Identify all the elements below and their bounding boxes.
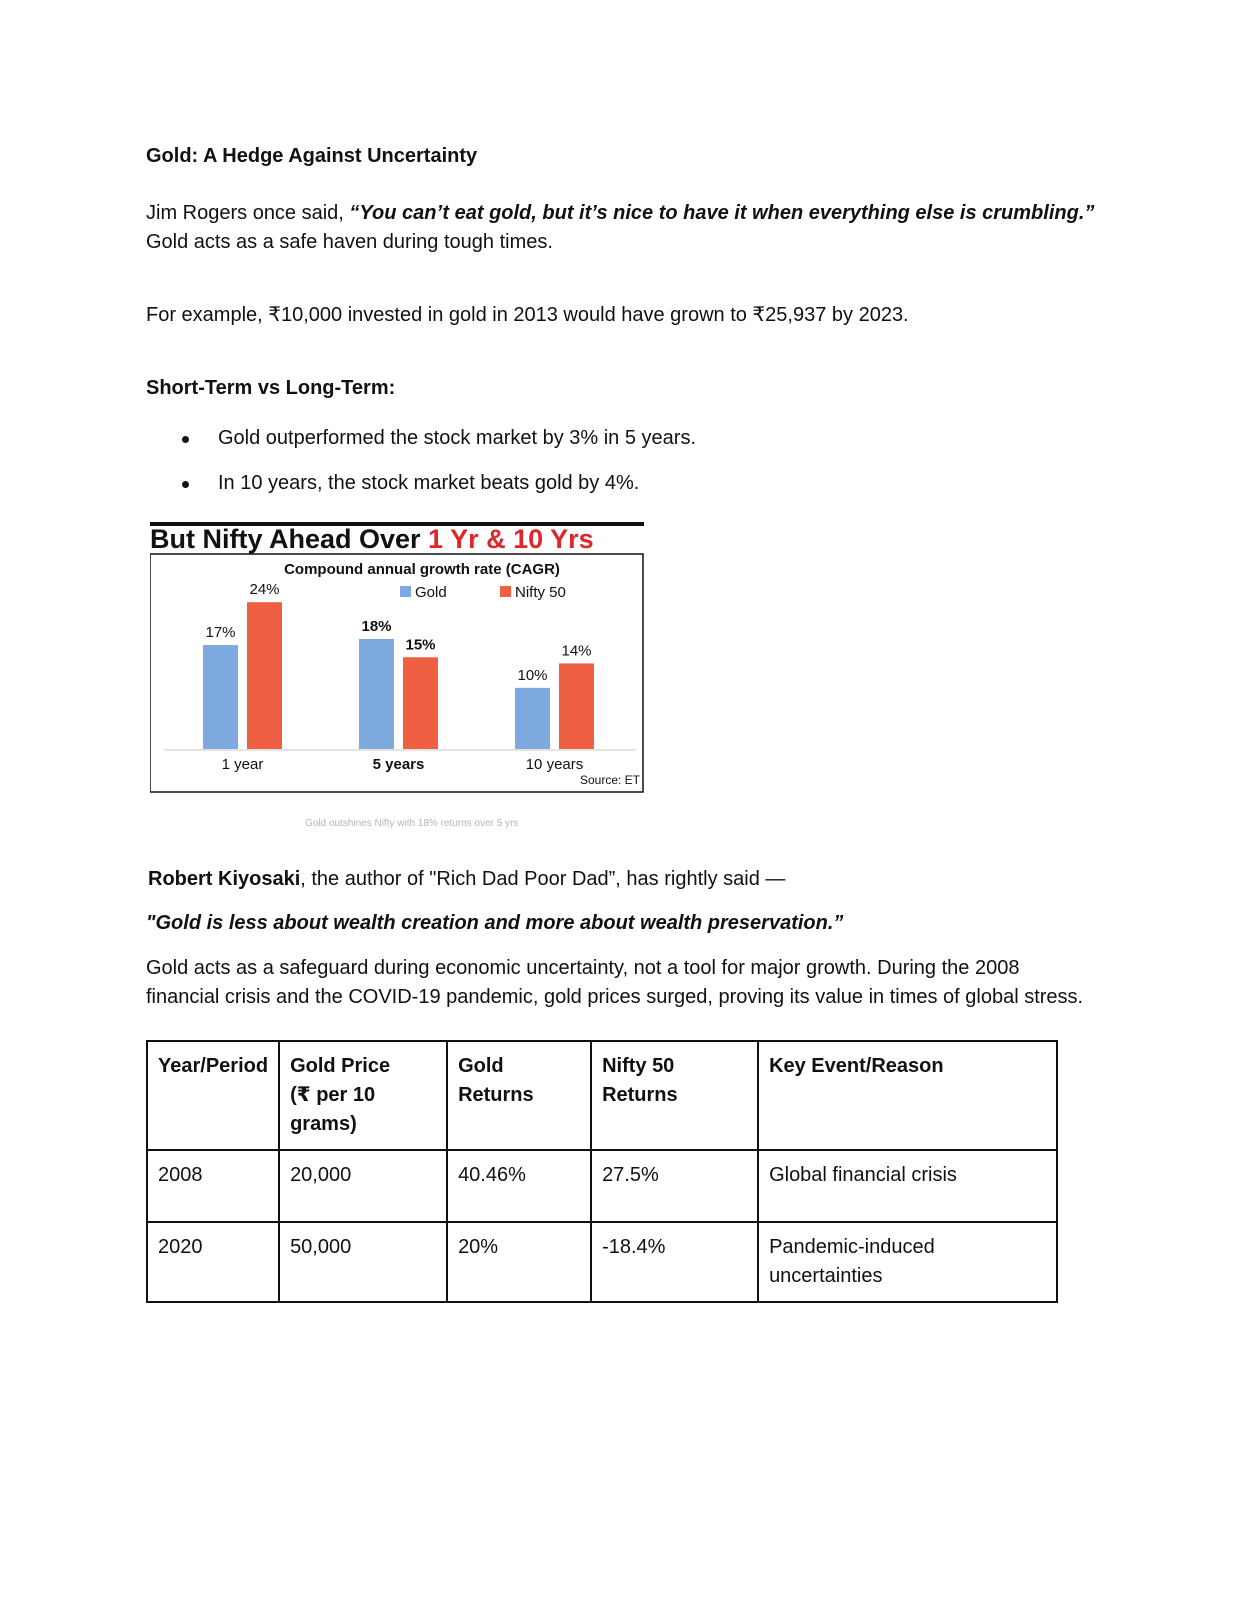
cell-year: 2020	[147, 1222, 279, 1302]
legend-label-nifty: Nifty 50	[515, 584, 566, 601]
data-label-gold-0: 17%	[205, 624, 236, 642]
cagr-chart	[150, 522, 650, 812]
kiyosaki-name: Robert Kiyosaki	[148, 868, 301, 890]
bar-nifty-1	[403, 657, 438, 749]
intro-line-1	[146, 199, 1094, 228]
bullet-text: Gold outperformed the stock market by 3% in 5 years.	[218, 427, 696, 449]
cell-gold-price: 20,000	[279, 1150, 447, 1222]
data-label-nifty-1: 15%	[405, 636, 436, 654]
bullet-list	[146, 424, 696, 514]
gold-returns-table	[146, 1040, 1058, 1303]
bar-nifty-2	[559, 663, 594, 749]
category-label-0: 1 year	[221, 756, 264, 773]
data-label-nifty-0: 24%	[249, 581, 280, 599]
jim-rogers-quote: “You can’t eat gold, but it’s nice to have it when everything else is crumbling.”	[349, 202, 1095, 224]
paragraph-line-2: financial crisis and the COVID-19 pandemic, gold prices surged, proving its value in times of global stress.	[146, 986, 1084, 1008]
header-gold-price-line2: (₹ per 10 grams)	[290, 1084, 376, 1135]
header-key-event: Key Event/Reason	[758, 1041, 1057, 1150]
table-row	[147, 1222, 1057, 1302]
header-gold-price-line1: Gold Price	[290, 1055, 391, 1077]
bar-gold-2	[515, 688, 550, 749]
data-label-gold-2: 10%	[517, 666, 548, 684]
list-item	[146, 424, 696, 469]
chart-headline	[150, 524, 594, 554]
table-header-row	[147, 1041, 1057, 1150]
bullet-icon	[182, 481, 189, 488]
header-year-period: Year/Period	[147, 1041, 279, 1150]
example-sentence: For example, ₹10,000 invested in gold in 2013 would have grown to ₹25,937 by 2023.	[146, 304, 909, 326]
document-title: Gold: A Hedge Against Uncertainty	[146, 145, 478, 167]
cell-nifty-returns: -18.4%	[591, 1222, 758, 1302]
bullet-text: In 10 years, the stock market beats gold by 4%.	[218, 472, 640, 494]
cell-key-event: Global financial crisis	[758, 1150, 1057, 1222]
bar-gold-1	[359, 639, 394, 749]
category-label-1: 5 years	[372, 756, 425, 773]
cell-year: 2008	[147, 1150, 279, 1222]
data-label-gold-1: 18%	[361, 617, 392, 635]
section-heading: Short-Term vs Long-Term:	[146, 377, 396, 399]
table-row	[147, 1150, 1057, 1222]
cell-nifty-returns: 27.5%	[591, 1150, 758, 1222]
intro-prefix: Jim Rogers once said,	[146, 202, 350, 224]
image-caption: Gold outshines Nifty with 18% returns over 5 yrs	[305, 818, 519, 829]
chart-headline-red: 1 Yr & 10 Yrs	[428, 524, 594, 554]
cell-gold-returns: 20%	[447, 1222, 591, 1302]
cell-gold-price: 50,000	[279, 1222, 447, 1302]
header-gold-returns: Gold Returns	[447, 1041, 591, 1150]
kiyosaki-rest: , the author of "Rich Dad Poor Dad”, has rightly said —	[300, 868, 786, 890]
cagr-chart-svg	[150, 522, 650, 812]
legend-swatch-nifty	[500, 586, 511, 597]
chart-title: Compound annual growth rate (CAGR)	[284, 561, 560, 578]
chart-source: Source: ET	[579, 773, 640, 787]
list-item	[146, 469, 696, 514]
category-label-2: 10 years	[525, 756, 584, 773]
chart-headline-black: But Nifty Ahead Over	[150, 524, 429, 554]
bar-gold-0	[203, 645, 238, 749]
cell-key-event: Pandemic-induced uncertainties	[758, 1222, 1057, 1302]
cell-gold-returns: 40.46%	[447, 1150, 591, 1222]
legend-label-gold: Gold	[415, 584, 447, 601]
data-label-nifty-2: 14%	[561, 642, 592, 660]
legend-swatch-gold	[400, 586, 411, 597]
kiyosaki-quote: "Gold is less about wealth creation and more about wealth preservation.”	[146, 912, 844, 934]
header-gold-price	[279, 1041, 447, 1150]
intro-line-2: Gold acts as a safe haven during tough times.	[146, 231, 553, 253]
header-nifty-returns: Nifty 50 Returns	[591, 1041, 758, 1150]
bullet-icon	[182, 436, 189, 443]
bar-nifty-0	[247, 602, 282, 749]
paragraph-line-1: Gold acts as a safeguard during economic uncertainty, not a tool for major growth. During the 2008	[146, 957, 1020, 979]
kiyosaki-line	[148, 865, 785, 894]
